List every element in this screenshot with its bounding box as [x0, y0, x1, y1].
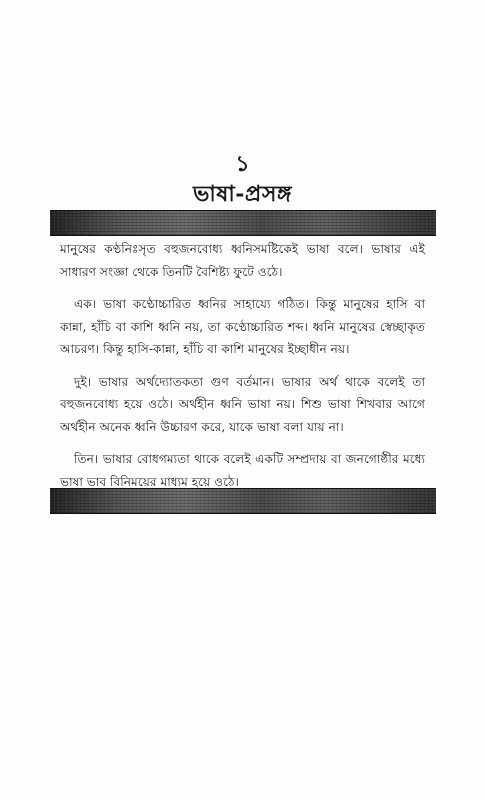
paragraph-point-two: দুই। ভাষার অর্থদ্যোতকতা গুণ বর্তমান। ভাষার অর্থ থাকে বলেই তা বহুজনবোধ্য হয়ে ওঠে। অর্থহীন ধ্বনি ভাষা নয়। শিশু ভাষা শিখবার আগে অর্থহীন অনেক ধ্বনি উচ্চারণ করে, যাকে ভাষা বলা যায় না।: [60, 374, 425, 434]
paragraph-point-one: এক। ভাষা কণ্ঠোচ্চারিত ধ্বনির সাহায্যে গঠিত। কিন্তু মানুষের হাসি বা কান্না, হাঁচি বা কাশি ধ্বনি নয়, তা কণ্ঠোচ্চারিত শব্দ। ধ্বনি মানুষের স্বেচ্ছাকৃত আচরণ। কিন্তু হাসি-কান্না, হাঁচি বা কাশি মানুষের ইচ্ছাধীন নয়।: [60, 297, 425, 356]
chapter-body: [60, 238, 425, 503]
chapter-title: ভাষা-প্রসঙ্গ: [193, 181, 292, 207]
paragraph-intro: মানুষের কণ্ঠনিঃসৃত বহুজনবোধ্য ধ্বনিসমষ্টিকেই ভাষা বলে। ভাষার এই সাধারণ সংজ্ঞা থেকে তিনটি বৈশিষ্ট্য ফুটে ওঠে।: [60, 242, 425, 279]
decorative-band-top: [50, 210, 436, 236]
chapter-number: ১: [235, 151, 250, 177]
decorative-band-bottom: [50, 488, 436, 514]
paragraph-point-three: তিন। ভাষার বোধগম্যতা থাকে বলেই একটি সম্প্রদায় বা জনগোষ্ঠীর মধ্যে ভাষা ভাব বিনিময়ের মাধ্যম হয়ে ওঠে।: [60, 452, 425, 489]
